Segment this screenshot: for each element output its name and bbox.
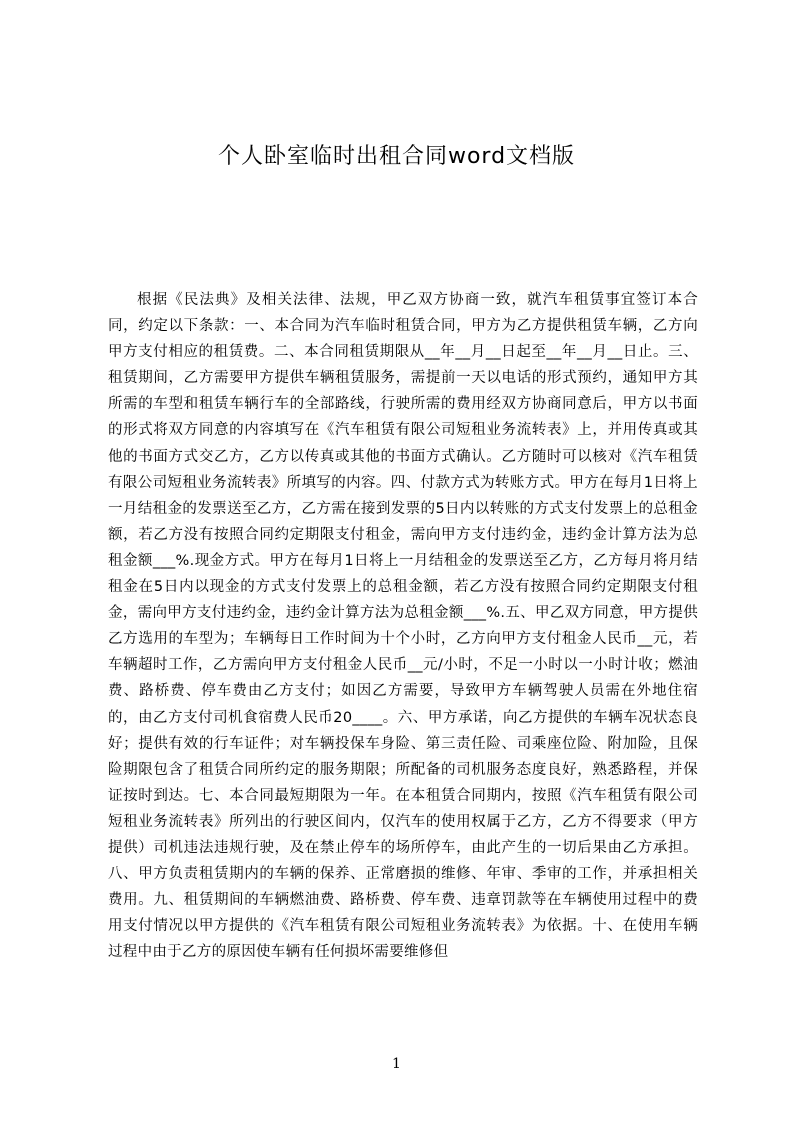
page-number: 1: [392, 1056, 401, 1072]
document-title: 个人卧室临时出租合同word文档版: [217, 144, 576, 169]
document-body: 根据《民法典》及相关法律、法规，甲乙双方协商一致，就汽车租赁事宜签订本合同，约定以下条款：一、本合同为汽车临时租赁合同，甲方为乙方提供租赁车辆，乙方向甲方支付相应的租赁费。二、本合同租赁期限从__年__月__日起至__年__月__日止。三、租赁期间，乙方需要甲方提供车辆租赁服务，需提前一天以电话的形式预约，通知甲方其所需的车型和租赁车辆行车的全部路线，行驶所需的费用经双方协商同意后，甲方以书面的形式将双方同意的内容填写在《汽车租赁有限公司短租业务流转表》上，并用传真或其他的书面方式交乙方，乙方以传真或其他的书面方式确认。乙方随时可以核对《汽车租赁有限公司短租业务流转表》所填写的内容。四、付款方式为转账方式。甲方在每月1日将上一月结租金的发票送至乙方，乙方需在接到发票的5日内以转账的方式支付发票上的总租金额，若乙方没有按照合同约定期限支付租金，需向甲方支付违约金，违约金计算方法为总租金额___%.现金方式。甲方在每月1日将上一月结租金的发票送至乙方，乙方每月将月结租金在5日内以现金的方式支付发票上的总租金额，若乙方没有按照合同约定期限支付租金，需向甲方支付违约金，违约金计算方法为总租金额___%.五、甲乙双方同意，甲方提供乙方选用的车型为；车辆每日工作时间为十个小时，乙方向甲方支付租金人民币__元，若车辆超时工作，乙方需向甲方支付租金人民币__元/小时，不足一小时以一小时计收；燃油费、路桥费、停车费由乙方支付；如因乙方需要，导致甲方车辆驾驶人员需在外地住宿的，由乙方支付司机食宿费人民币20____。六、甲方承诺，向乙方提供的车辆车况状态良好；提供有效的行车证件；对车辆投保车身险、第三责任险、司乘座位险、附加险，且保险期限包含了租赁合同所约定的服务期限；所配备的司机服务态度良好，熟悉路程，并保证按时到达。七、本合同最短期限为一年。在本租赁合同期内，按照《汽车租赁有限公司短租业务流转表》所列出的行驶区间内，仅汽车的使用权属于乙方，乙方不得要求（甲方提供）司机违法违规行驶，及在禁止停车的场所停车，由此产生的一切后果由乙方承担。八、甲方负责租赁期内的车辆的保养、正常磨损的维修、年审、季审的工作，并承担相关费用。九、租赁期间的车辆燃油费、路桥费、停车费、违章罚款等在车辆使用过程中的费用支付情况以甲方提供的《汽车租赁有限公司短租业务流转表》为依据。十、在使用车辆过程中由于乙方的原因使车辆有任何损坏需要维修但: [108, 292, 698, 961]
